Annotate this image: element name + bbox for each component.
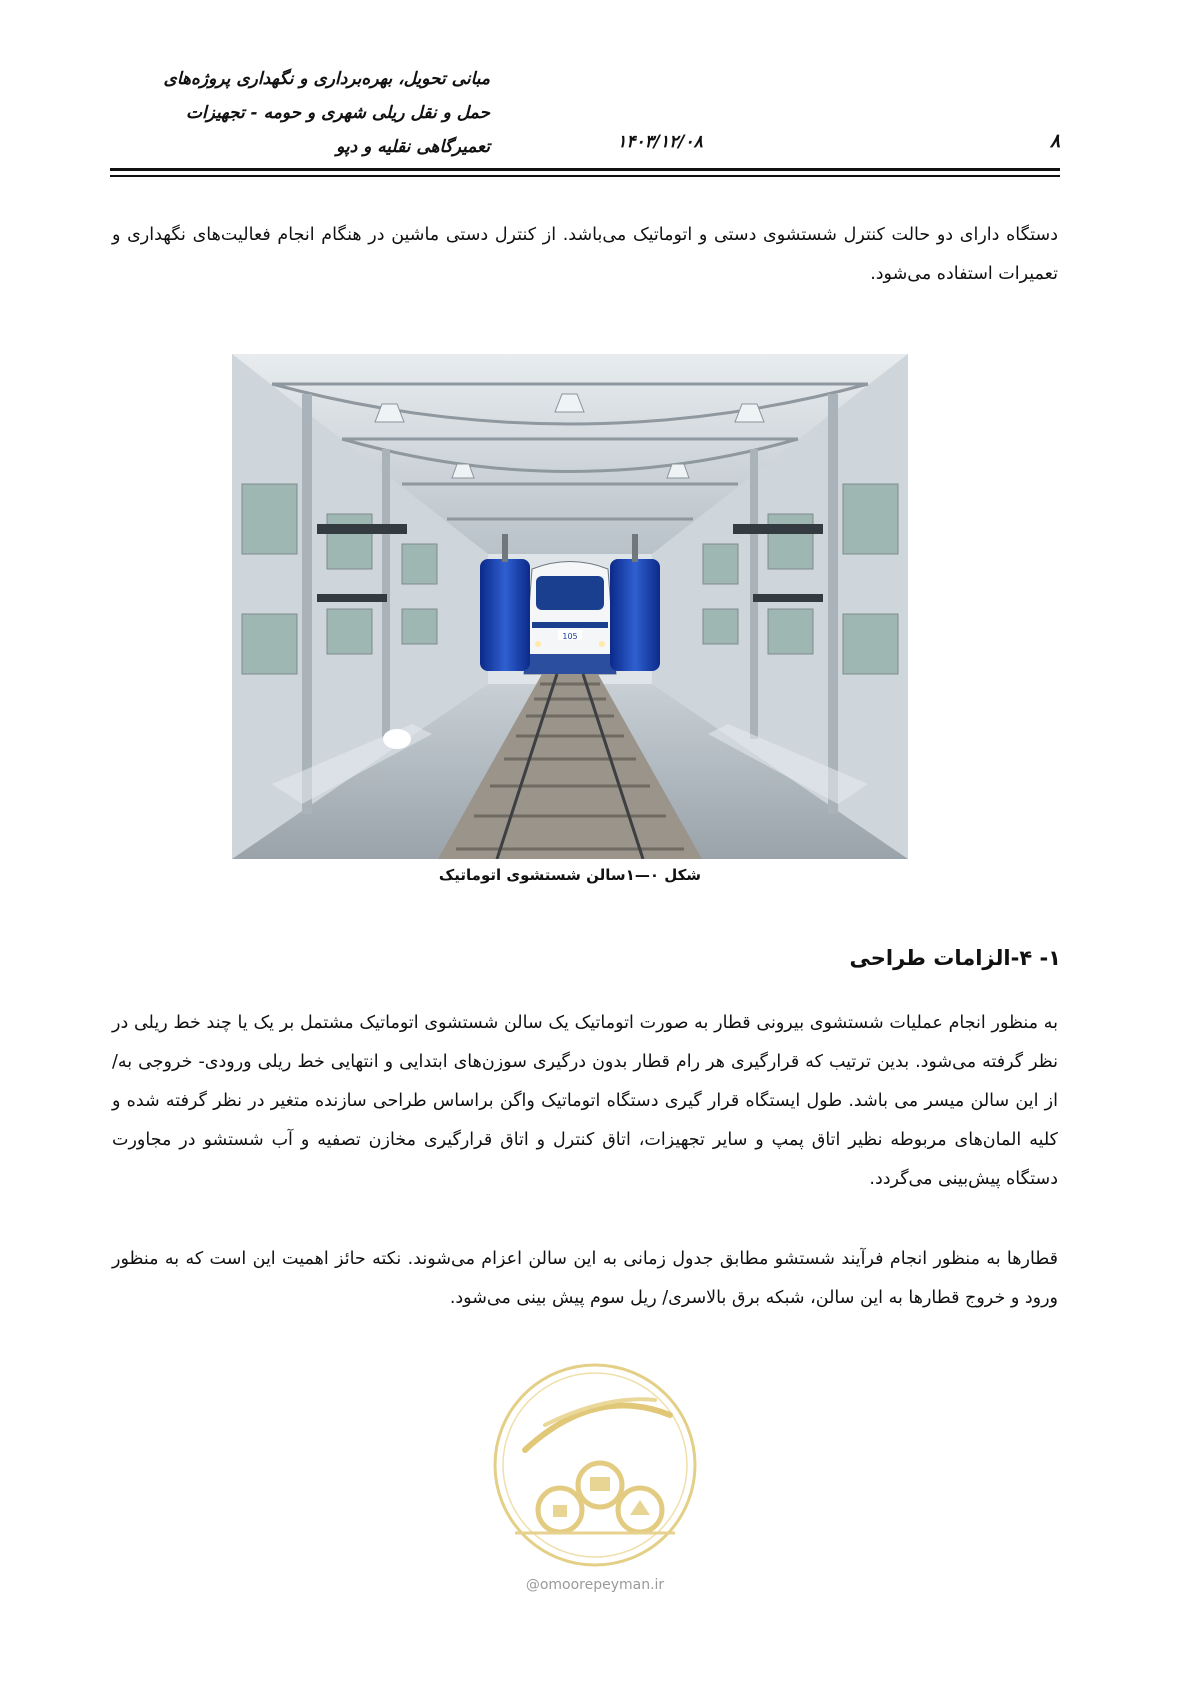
document-title xyxy=(110,62,490,164)
watermark-logo xyxy=(485,1355,705,1575)
section-paragraph-2: قطارها به منظور انجام فرآیند شستشو مطابق جدول زمانی به این سالن اعزام می‌شوند. نکته حائز اهمیت این است که به منظور ورود و خروج قطارها به این سالن، شبکه برق بالاسری/ ریل سوم پیش بینی می‌شود. xyxy=(112,1249,1058,1308)
train-wash-illustration xyxy=(232,354,908,859)
title-line-1: مبانی تحویل، بهره‌برداری و نگهداری پروژه‌های xyxy=(163,69,490,89)
train-number: 105 xyxy=(562,632,578,641)
header-rule-top xyxy=(110,168,1060,171)
section-paragraph-1: به منظور انجام عملیات شستشوی بیرونی قطار به صورت اتوماتیک یک سالن شستشوی اتوماتیک مشتمل بر یک یا چند خط ریلی در نظر گرفته می‌شود. بدین ترتیب که قرارگیری هر رام قطار بدون درگیری سوزن‌های ابتدایی و انتهایی خط ریلی ورودی- خروجی به/از این سالن میسر می باشد. طول ایستگاه قرار گیری دستگاه اتوماتیک واگن براساس طراحی سازنده متغیر در نظر گرفته شده و کلیه المان‌های مربوطه نظیر اتاق پمپ و سایر تجهیزات، اتاق کنترل و اتاق قرارگیری مخازن تصفیه و آب شستشو در مجاورت دستگاه پیش‌بینی می‌گردد. xyxy=(112,1013,1058,1189)
header-date: ۱۴۰۳/۱۲/۰۸ xyxy=(617,132,703,152)
figure-caption: شکل ۰—۱سالن شستشوی اتوماتیک xyxy=(438,866,702,884)
page-header xyxy=(0,0,1191,185)
watermark-seal-icon xyxy=(485,1355,705,1575)
train-front xyxy=(524,562,616,675)
page-number: ۸ xyxy=(1049,130,1061,152)
header-rule-bottom xyxy=(110,175,1060,177)
train-wash-photo xyxy=(232,354,908,859)
title-line-2: حمل و نقل ریلی شهری و حومه - تجهیزات xyxy=(185,103,490,123)
intro-paragraph: دستگاه دارای دو حالت کنترل شستشوی دستی و اتوماتیک می‌باشد. از کنترل دستی ماشین در هنگام انجام فعالیت‌های نگهداری و تعمیرات استفاده می‌شود. xyxy=(112,225,1058,284)
section-heading: ۱- ۴-الزامات طراحی xyxy=(849,946,1061,970)
watermark-url: @omoorepeyman.ir xyxy=(525,1577,665,1593)
title-line-3: تعمیرگاهی نقلیه و دپو xyxy=(336,137,490,157)
